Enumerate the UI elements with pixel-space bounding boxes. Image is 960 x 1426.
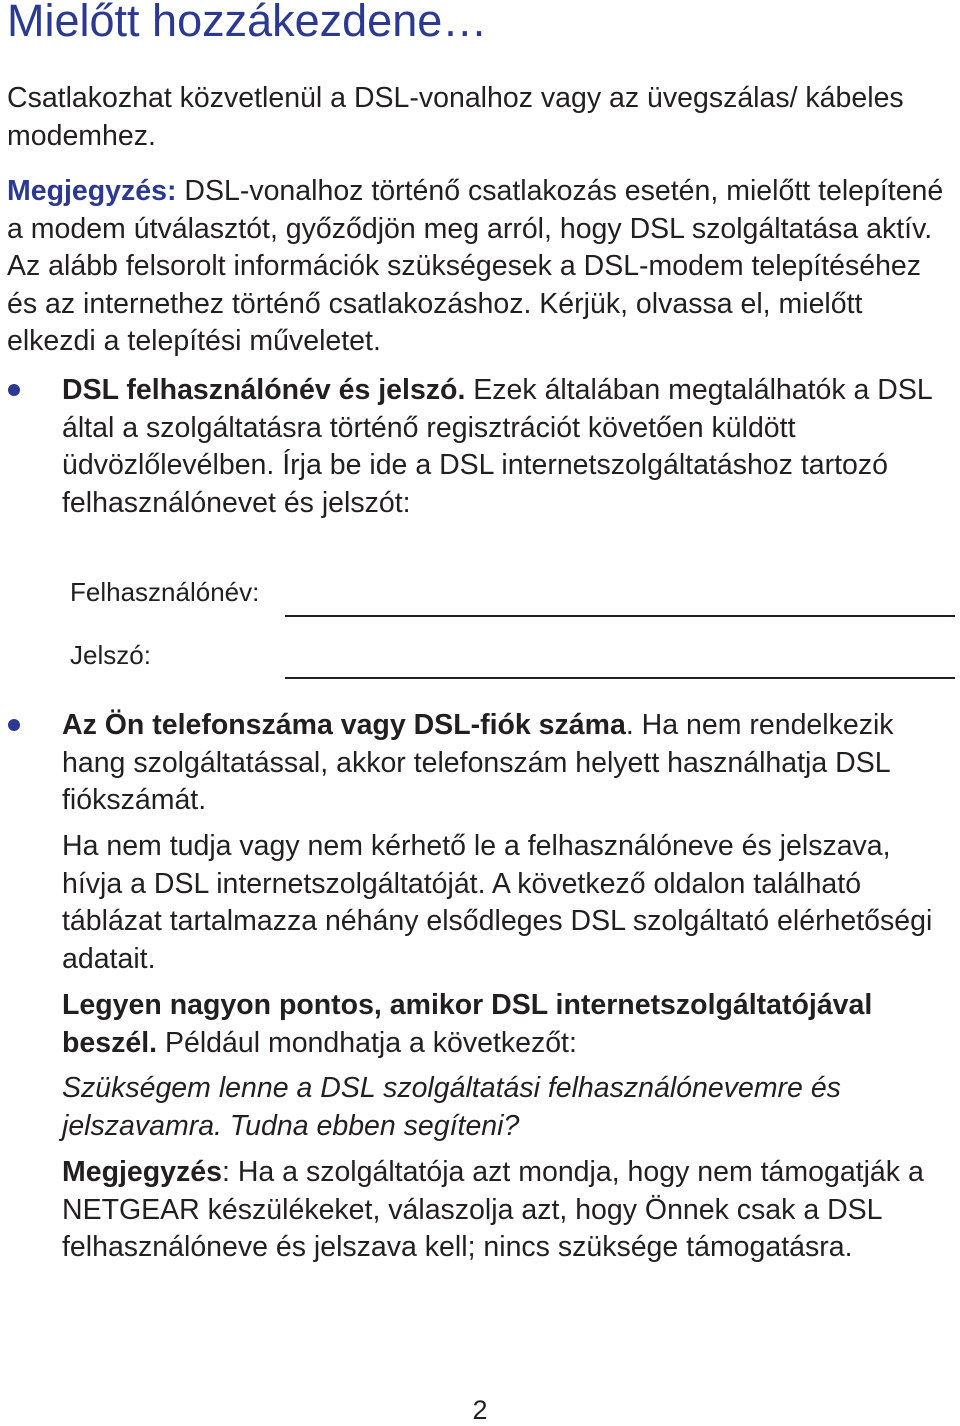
note-paragraph-netgear [62, 1154, 942, 1267]
note-paragraph-dsl [7, 173, 952, 361]
be-precise-bold: Legyen nagyon pontos, amikor DSL internetszolgáltatójával beszél. [62, 989, 873, 1059]
bullet-username-password-title: DSL felhasználónév és jelszó. [62, 374, 466, 406]
intro-paragraph: Csatlakozhat közvetlenül a DSL-vonalhoz vagy az üvegszálas/ kábeles modemhez. [7, 82, 904, 152]
password-field[interactable] [285, 677, 955, 679]
bullet-phone-account [62, 707, 952, 820]
note2-label: Megjegyzés [62, 1156, 222, 1188]
be-precise-paragraph [62, 987, 957, 1062]
bullet-icon [8, 384, 20, 396]
bullet-phone-account-title: Az Ön telefonszáma vagy DSL-fiók száma [62, 709, 626, 741]
note2-text: : Ha a szolgáltatója azt mondja, hogy nem támogatják a NETGEAR készülékeket, válaszolja azt, hogy Önnek csak a DSL felhasználóneve és jelszava kell; nincs szüksége támogatásra. [62, 1156, 924, 1263]
bullet-username-password-text: Ezek általában megtalálhatók a DSL által a szolgáltatásra történő regisztrációt követően küldött üdvözlőlevélben. Írja be ide a DSL internetszolgáltatáshoz tartozó felhasználónevet és jelszót: [62, 374, 932, 519]
page-title: Mielőtt hozzákezdene… [7, 0, 488, 46]
password-label: Jelszó: [70, 640, 151, 670]
note-text: DSL-vonalhoz történő csatlakozás esetén, mielőtt telepítené a modem útválasztót, győződjön meg arról, hogy DSL szolgáltatása aktív. Az alább felsorolt információk szükségesek a DSL-modem telepítéséhez és az internethez történő csatlakozáshoz. Kérjük, olvassa el, mielőtt elkezdi a telepítési műveletet. [7, 175, 944, 357]
example-quote: Szükségem lenne a DSL szolgáltatási felhasználónevemre és jelszavamra. Tudna ebben segíteni? [62, 1072, 841, 1142]
note-label: Megjegyzés: [7, 175, 177, 207]
username-label: Felhasználónév: [70, 577, 260, 607]
be-precise-text: Például mondhatja a következőt: [157, 1026, 577, 1059]
username-field[interactable] [285, 615, 955, 617]
page-number: 2 [472, 1395, 488, 1425]
bullet-phone-account-text: . Ha nem rendelkezik hang szolgáltatással, akkor telefonszám helyett használhatja DSL fiókszámát. [62, 709, 894, 816]
bullet-icon [8, 719, 20, 731]
contact-isp-paragraph: Ha nem tudja vagy nem kérhető le a felhasználóneve és jelszava, hívja a DSL internetszolgáltatóját. A következő oldalon található táblázat tartalmazza néhány elsődleges DSL szolgáltató elérhetőségi adatait. [62, 830, 933, 975]
bullet-username-password [62, 372, 952, 522]
